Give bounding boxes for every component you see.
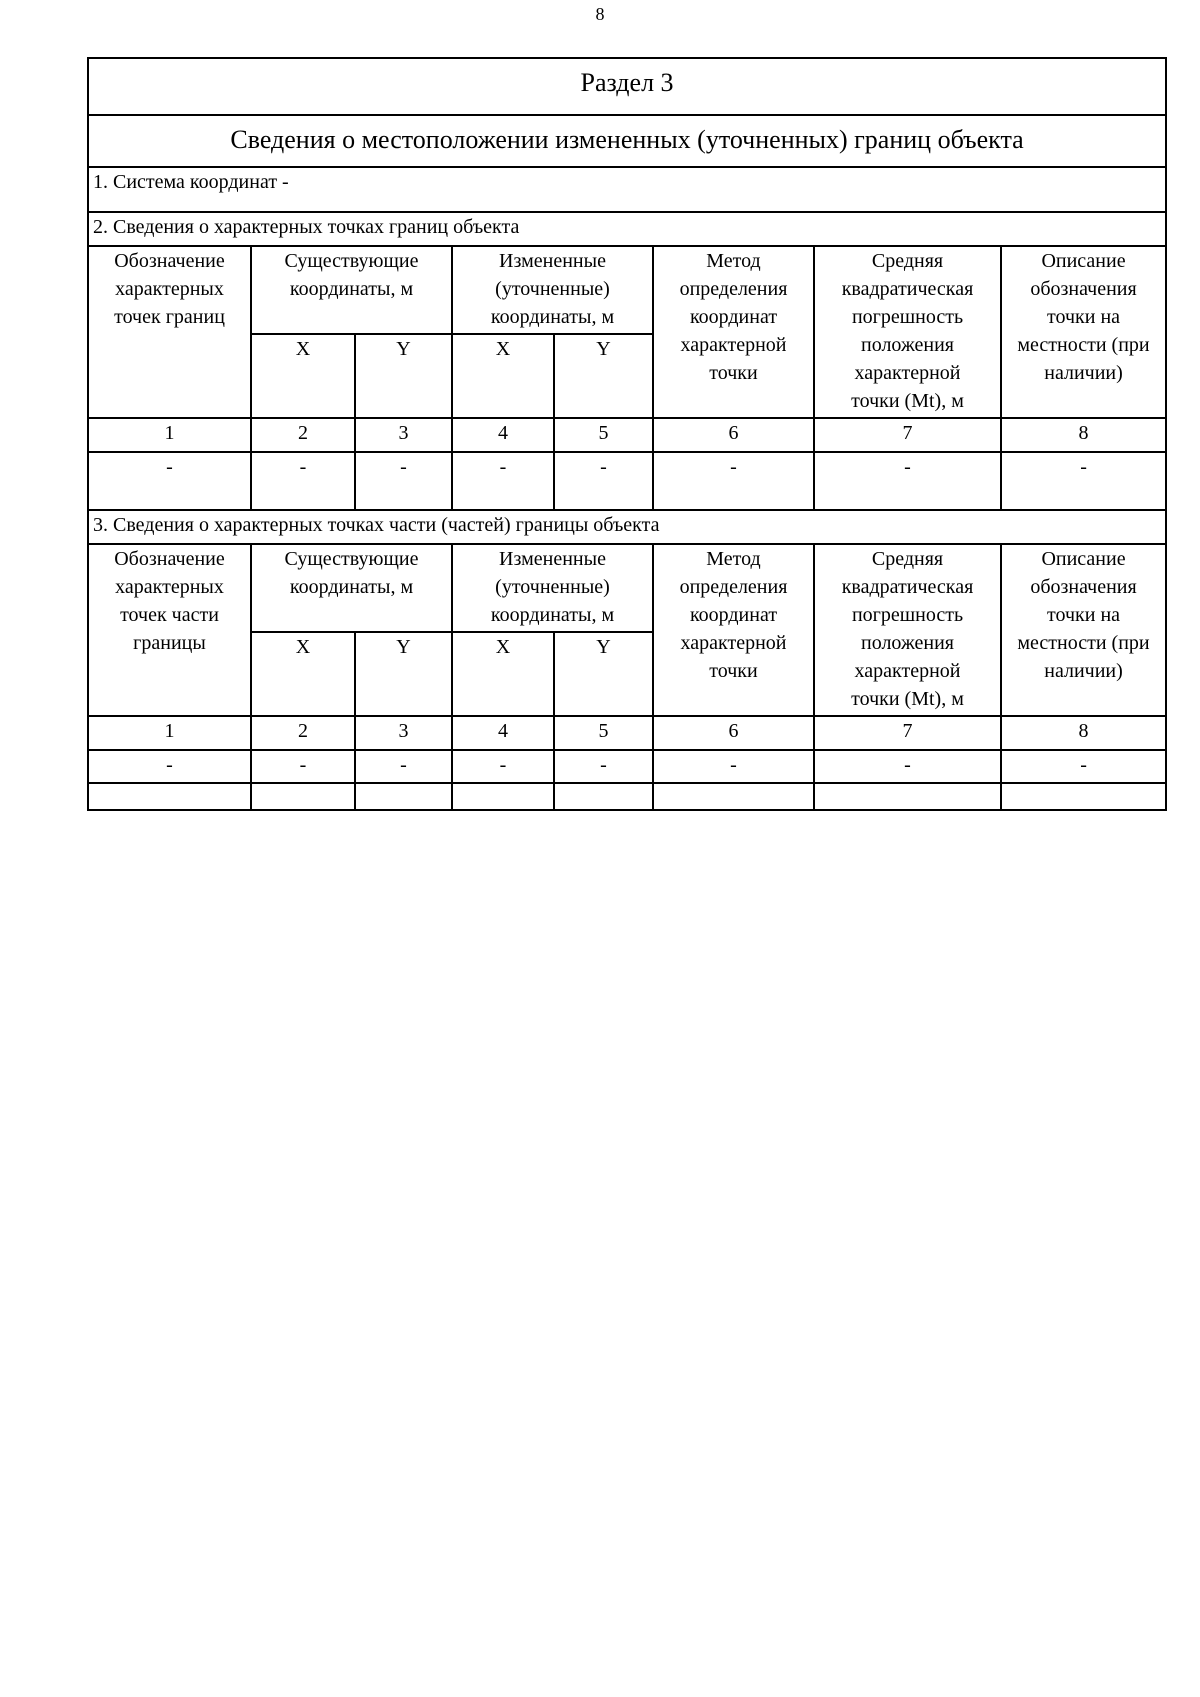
part2-cell: - [814,452,1001,510]
empty-cell [554,783,653,810]
empty-cell [1001,783,1166,810]
part2-cell: - [452,452,554,510]
coordinate-system: 1. Система координат - [88,167,1166,212]
part3-header-existing: Существующие координаты, м [251,544,452,632]
part3-label: 3. Сведения о характерных точках части (частей) границы объекта [88,510,1166,544]
part3-header-x-changed: X [452,632,554,716]
part2-header-changed: Измененные (уточненные) координаты, м [452,246,653,334]
part2-column-number: 7 [814,418,1001,452]
part2-header-x-existing: X [251,334,355,418]
part3-header-row [88,544,1166,632]
part2-header-designation: Обозначение характерных точек границ [88,246,251,418]
part2-header-y-changed: Y [554,334,653,418]
part2-label: 2. Сведения о характерных точках границ объекта [88,212,1166,246]
part3-cell: - [355,750,452,783]
page-number: 8 [595,4,605,24]
section-title: Раздел 3 [88,58,1166,115]
part2-column-number: 8 [1001,418,1166,452]
part3-header-x-existing: X [251,632,355,716]
part2-column-numbers-row [88,418,1166,452]
coordinate-system-row [88,167,1166,212]
part2-column-number: 6 [653,418,814,452]
part2-header-description: Описание обозначения точки на местности (при наличии) [1001,246,1166,418]
section-heading: Сведения о местоположении измененных (уточненных) границ объекта [88,115,1166,167]
part3-header-y-changed: Y [554,632,653,716]
part3-column-number: 4 [452,716,554,750]
part3-column-number: 2 [251,716,355,750]
part3-cell: - [88,750,251,783]
part3-cell: - [554,750,653,783]
part2-header-error: Средняя квадратическая погрешность положения характерной точки (Mt), м [814,246,1001,418]
part2-column-number: 5 [554,418,653,452]
empty-cell [814,783,1001,810]
part2-header-method: Метод определения координат характерной точки [653,246,814,418]
part2-cell: - [554,452,653,510]
empty-cell [653,783,814,810]
part2-cell: - [355,452,452,510]
part3-header-description: Описание обозначения точки на местности (при наличии) [1001,544,1166,716]
part2-cell: - [251,452,355,510]
section-3-table [87,57,1167,811]
part3-table-row [88,750,1166,783]
part3-cell: - [452,750,554,783]
part2-header-existing: Существующие координаты, м [251,246,452,334]
part3-column-number: 5 [554,716,653,750]
part2-cell: - [1001,452,1166,510]
part3-column-number: 1 [88,716,251,750]
part3-cell: - [814,750,1001,783]
part3-header-designation: Обозначение характерных точек части границы [88,544,251,716]
part3-column-number: 7 [814,716,1001,750]
part2-column-number: 3 [355,418,452,452]
part2-column-number: 4 [452,418,554,452]
part3-cell: - [251,750,355,783]
empty-cell [452,783,554,810]
part2-header-row [88,246,1166,334]
part2-label-row [88,212,1166,246]
section-title-row [88,58,1166,115]
part2-cell: - [653,452,814,510]
section-heading-row [88,115,1166,167]
part3-empty-row [88,783,1166,810]
part3-header-y-existing: Y [355,632,452,716]
part3-cell: - [1001,750,1166,783]
part2-table-row [88,452,1166,510]
empty-cell [251,783,355,810]
part3-label-row [88,510,1166,544]
part3-column-number: 3 [355,716,452,750]
part3-column-number: 6 [653,716,814,750]
part2-column-number: 1 [88,418,251,452]
part3-header-method: Метод определения координат характерной точки [653,544,814,716]
part2-header-x-changed: X [452,334,554,418]
part3-header-error: Средняя квадратическая погрешность положения характерной точки (Mt), м [814,544,1001,716]
empty-cell [355,783,452,810]
part2-cell: - [88,452,251,510]
part2-column-number: 2 [251,418,355,452]
part3-header-changed: Измененные (уточненные) координаты, м [452,544,653,632]
part3-cell: - [653,750,814,783]
empty-cell [88,783,251,810]
part3-column-number: 8 [1001,716,1166,750]
part2-header-y-existing: Y [355,334,452,418]
part3-column-numbers-row [88,716,1166,750]
